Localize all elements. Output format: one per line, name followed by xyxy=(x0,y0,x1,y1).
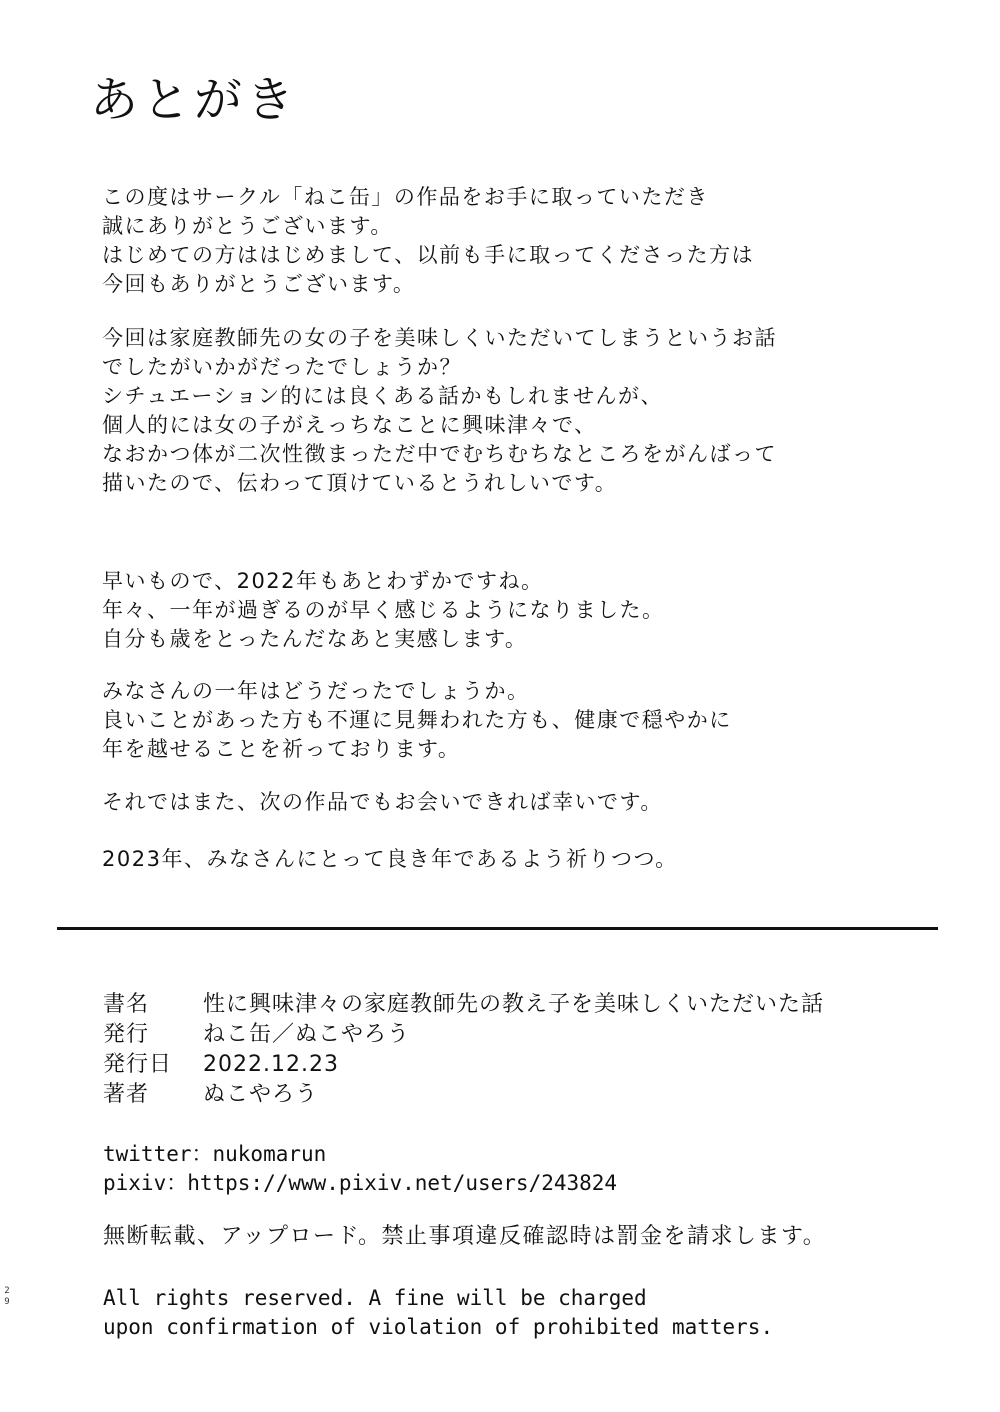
colophon-row-publisher xyxy=(103,1020,963,1050)
copyright-notice-en-line: upon confirmation of violation of prohibited matters. xyxy=(103,1315,774,1339)
colophon-row-date xyxy=(103,1050,963,1080)
afterword-paragraph xyxy=(102,788,663,817)
colophon-value: ぬこやろう xyxy=(203,1082,319,1107)
page-number xyxy=(2,1286,12,1308)
afterword-line: はじめての方ははじめまして、以前も手に取ってくださった方は xyxy=(102,243,755,267)
pixiv-url: pixiv：https://www.pixiv.net/users/243824 xyxy=(103,1171,618,1195)
afterword-paragraph xyxy=(102,845,678,874)
page-title: あとがき xyxy=(90,72,299,128)
afterword-paragraph xyxy=(102,677,732,764)
afterword-line: 2023年、みなさんにとって良き年であるよう祈りつつ。 xyxy=(102,847,678,871)
colophon-label: 発行 xyxy=(103,1022,150,1047)
afterword-line: この度はサークル「ねこ缶」の作品をお手に取っていただき xyxy=(102,185,709,209)
afterword-line: 年を越せることを祈っております。 xyxy=(102,737,461,761)
section-divider xyxy=(57,927,938,930)
afterword-line: シチュエーション的には良くある話かもしれませんが、 xyxy=(102,384,664,408)
afterword-line: なおかつ体が二次性徴まっただ中でむちむちなところをがんばって xyxy=(102,442,777,466)
colophon-row-author xyxy=(103,1080,963,1110)
afterword-line: 描いたので、伝わって頂けているとうれしいです。 xyxy=(102,471,618,495)
social-links xyxy=(103,1140,617,1198)
afterword-line: 誠にありがとうございます。 xyxy=(102,214,393,238)
afterword-line: それではまた、次の作品でもお会いできれば幸いです。 xyxy=(102,790,663,814)
afterword-line: でしたがいかがだったでしょうか？ xyxy=(102,355,462,379)
afterword-paragraph xyxy=(102,567,665,654)
colophon-row-title xyxy=(103,990,963,1020)
afterword-line: 早いもので、2022年もあとわずかですね。 xyxy=(102,569,544,593)
colophon-value: 2022.12.23 xyxy=(203,1052,339,1077)
copyright-notice-en xyxy=(103,1284,773,1342)
afterword-paragraph xyxy=(102,183,754,299)
afterword-line: 良いことがあった方も不運に見舞われた方も、健康で穏やかに xyxy=(102,708,732,732)
colophon-label: 著者 xyxy=(103,1082,150,1107)
page-number-text: 2 9 xyxy=(4,1286,10,1307)
afterword-line: 個人的には女の子がえっちなことに興味津々で、 xyxy=(102,413,597,437)
colophon xyxy=(103,990,963,1110)
afterword-line: みなさんの一年はどうだったでしょうか。 xyxy=(102,679,530,703)
colophon-label: 発行日 xyxy=(103,1052,173,1077)
copyright-notice-en-line: All rights reserved. A fine will be charged xyxy=(103,1286,647,1310)
colophon-value: 性に興味津々の家庭教師先の教え子を美味しくいただいた話 xyxy=(203,992,825,1017)
afterword-line: 年々、一年が過ぎるのが早く感じるようになりました。 xyxy=(102,598,665,622)
colophon-value: ねこ缶／ぬこやろう xyxy=(203,1022,411,1047)
copyright-notice-ja: 無断転載、アップロード。禁止事項違反確認時は罰金を請求します。 xyxy=(103,1224,827,1249)
afterword-paragraph xyxy=(102,324,777,498)
afterword-line: 今回もありがとうございます。 xyxy=(102,272,416,296)
colophon-label: 書名 xyxy=(103,992,150,1017)
afterword-line: 今回は家庭教師先の女の子を美味しくいただいてしまうというお話 xyxy=(102,326,777,350)
twitter-handle: twitter：nukomarun xyxy=(103,1142,327,1166)
afterword-line: 自分も歳をとったんだなあと実感します。 xyxy=(102,627,528,651)
